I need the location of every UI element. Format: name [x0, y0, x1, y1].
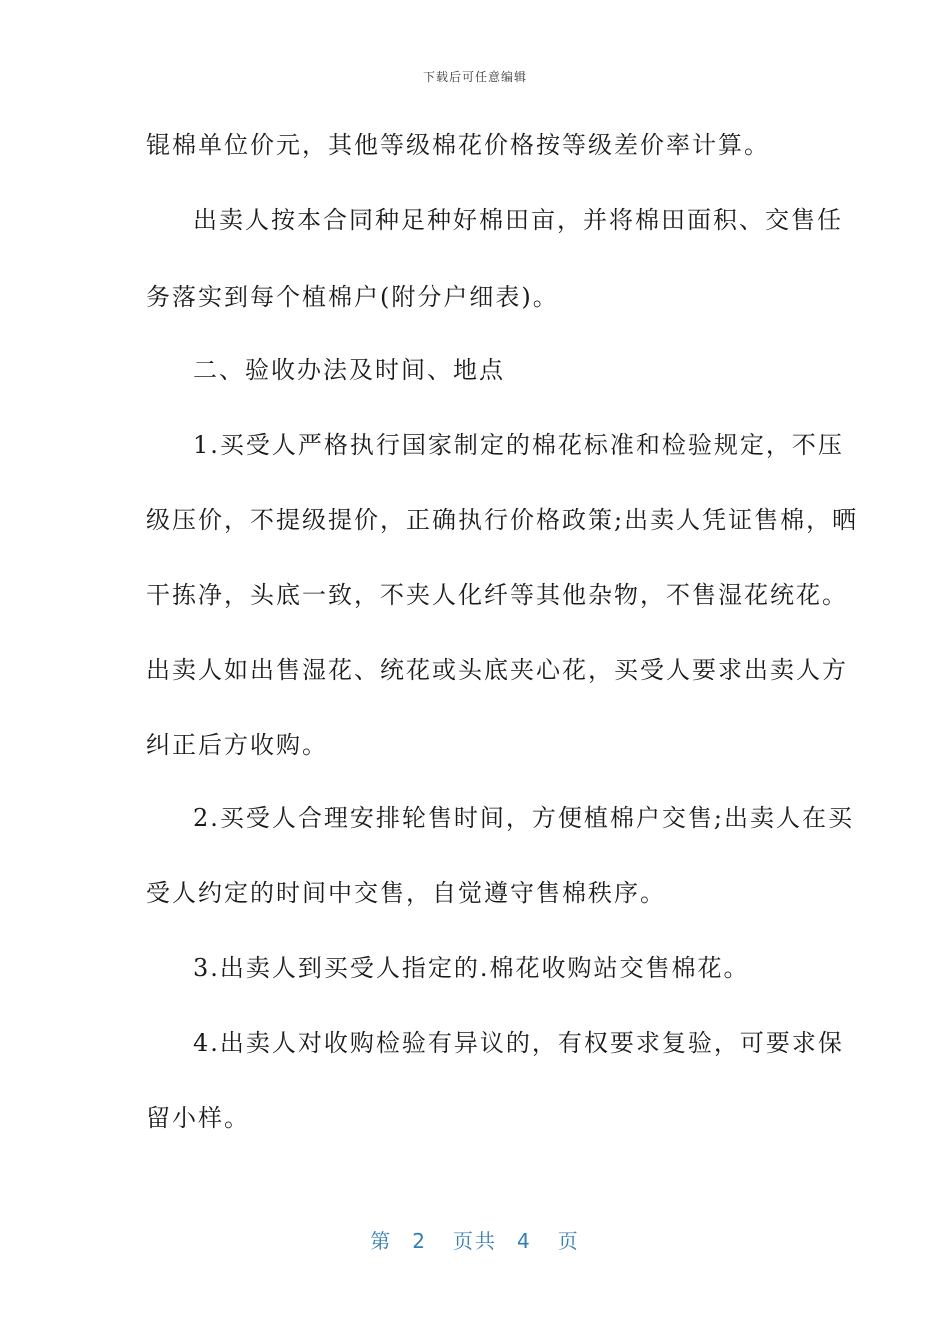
text-line: 受人约定的时间中交售，自觉遵守售棉秩序。	[146, 879, 666, 907]
current-page-number: 2	[412, 1229, 427, 1253]
text-line: 级压价，不提级提价，正确执行价格政策;出卖人凭证售棉，晒	[146, 506, 859, 534]
page-number-footer	[0, 1225, 950, 1254]
text-line: 锟棉单位价元，其他等级棉花价格按等级差价率计算。	[146, 131, 770, 159]
paragraph-line: 3.出卖人到买受人指定的.棉花收购站交售棉花。	[193, 954, 750, 982]
text-line: 出卖人如出售湿花、统花或头底夹心花，买受人要求出卖人方	[146, 656, 848, 684]
paragraph-line: 出卖人按本合同种足种好棉田亩，并将棉田面积、交售任	[193, 206, 843, 234]
paragraph-line: 1.买受人严格执行国家制定的棉花标准和检验规定，不压	[193, 431, 844, 459]
paragraph-line: 4.出卖人对收购检验有异议的，有权要求复验，可要求保	[193, 1029, 844, 1057]
footer-middle: 页共	[453, 1229, 497, 1253]
paragraph-line: 2.买受人合理安排轮售时间，方便植棉户交售;出卖人在买	[193, 804, 854, 832]
section-heading: 二、验收办法及时间、地点	[193, 356, 505, 384]
text-line: 纠正后方收购。	[146, 731, 328, 759]
page-header: 下载后可任意编辑	[422, 70, 527, 84]
total-pages-number: 4	[517, 1229, 532, 1253]
text-line: 留小样。	[146, 1104, 250, 1132]
footer-suffix: 页	[557, 1229, 580, 1253]
footer-prefix: 第	[370, 1229, 393, 1253]
text-line: 务落实到每个植棉户(附分户细表)。	[146, 283, 559, 311]
text-line: 干拣净，头底一致，不夹人化纤等其他杂物，不售湿花统花。	[146, 581, 848, 609]
